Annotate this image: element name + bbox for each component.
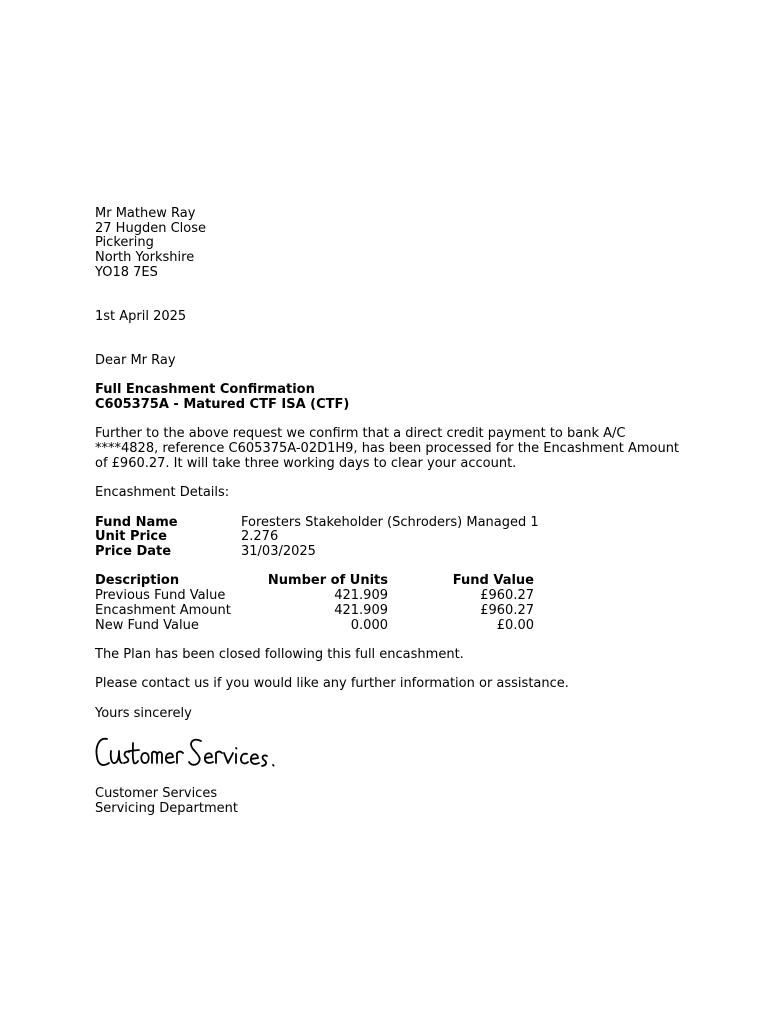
recipient-address — [95, 207, 715, 281]
confirmation-paragraph — [95, 427, 715, 471]
salutation — [95, 354, 715, 369]
valediction — [95, 707, 715, 722]
details-title — [95, 486, 715, 501]
table-cell-units: 421.909 — [334, 602, 388, 618]
subject-line-2: C605375A - Matured CTF ISA (CTF) — [95, 397, 350, 413]
column-header-description: Description — [95, 573, 180, 589]
table-header-row — [95, 574, 715, 589]
details-title-text: Encashment Details: — [95, 485, 230, 501]
signatory-department: Servicing Department — [95, 801, 238, 817]
column-header-value: Fund Value — [452, 573, 534, 589]
price-date-value: 31/03/2025 — [241, 544, 316, 560]
paragraph-line: ****4828, reference C605375A-02D1H9, has been processed for the Encashment Amount — [95, 441, 680, 457]
letter-date — [95, 310, 715, 325]
unit-price-value: 2.276 — [241, 529, 279, 545]
handwritten-signature — [95, 731, 295, 781]
closure-note-text: The Plan has been closed following this full encashment. — [95, 646, 464, 662]
fund-info — [95, 516, 715, 560]
fund-info-row — [95, 545, 715, 560]
salutation-text: Dear Mr Ray — [95, 353, 176, 368]
fund-name-value: Foresters Stakeholder (Schroders) Managed 1 — [241, 514, 539, 530]
contact-note-text: Please contact us if you would like any further information or assistance. — [95, 676, 569, 692]
table-row — [95, 619, 715, 634]
closure-note — [95, 648, 715, 663]
address-line: YO18 7ES — [95, 264, 158, 280]
fund-values-table — [95, 574, 715, 633]
unit-price-label: Unit Price — [95, 529, 167, 545]
fund-name-label: Fund Name — [95, 514, 178, 530]
address-line: Pickering — [95, 235, 154, 251]
signatory-name: Customer Services — [95, 786, 218, 802]
table-cell-units: 421.909 — [334, 588, 388, 604]
address-line: 27 Hugden Close — [95, 220, 206, 236]
address-line: Mr Mathew Ray — [95, 206, 196, 221]
date-text: 1st April 2025 — [95, 308, 187, 324]
signature-graphic — [95, 731, 295, 781]
table-cell-description: New Fund Value — [95, 617, 199, 633]
valediction-text: Yours sincerely — [95, 705, 192, 721]
contact-note — [95, 677, 715, 692]
table-cell-value: £960.27 — [480, 588, 534, 604]
fund-info-row — [95, 530, 715, 545]
letter — [95, 207, 715, 817]
column-header-units: Number of Units — [267, 573, 388, 589]
table-row — [95, 604, 715, 619]
subject-heading — [95, 383, 715, 412]
table-cell-description: Previous Fund Value — [95, 588, 226, 604]
table-cell-units: 0.000 — [350, 617, 388, 633]
signatory-block — [95, 787, 715, 816]
address-line: North Yorkshire — [95, 250, 195, 266]
table-cell-value: £960.27 — [480, 602, 534, 618]
table-row — [95, 589, 715, 604]
table-cell-value: £0.00 — [496, 617, 534, 633]
table-cell-description: Encashment Amount — [95, 602, 231, 618]
paragraph-line: of £960.27. It will take three working days to clear your account. — [95, 455, 517, 471]
price-date-label: Price Date — [95, 544, 172, 560]
paragraph-line: Further to the above request we confirm that a direct credit payment to bank A/C — [95, 426, 626, 442]
fund-info-row — [95, 516, 715, 531]
subject-line-1: Full Encashment Confirmation — [95, 382, 315, 398]
